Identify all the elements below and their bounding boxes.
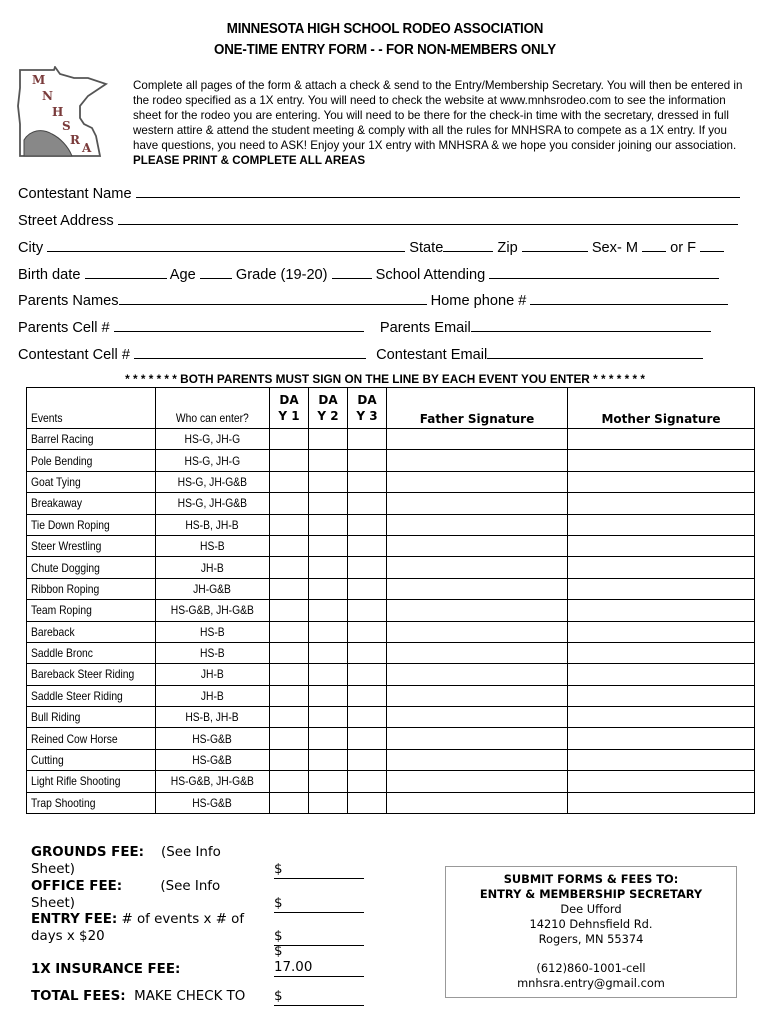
event-name: Team Roping	[31, 603, 92, 618]
event-name: Saddle Bronc	[31, 646, 93, 661]
mother-signature-cell[interactable]	[568, 600, 755, 621]
day2-cell[interactable]	[309, 471, 348, 492]
event-name: Trap Shooting	[31, 795, 96, 810]
day2-cell[interactable]	[309, 664, 348, 685]
who-can-enter-cell	[156, 600, 270, 621]
father-signature-cell[interactable]	[387, 792, 568, 813]
event-name: Bull Riding	[31, 710, 81, 725]
age-label: Age	[169, 267, 196, 283]
city-label: City	[18, 240, 44, 256]
event-name: Goat Tying	[31, 474, 81, 489]
day2-cell[interactable]	[309, 685, 348, 706]
day1-cell[interactable]	[270, 642, 309, 663]
event-name-cell	[27, 600, 156, 621]
event-name: Steer Wrestling	[31, 539, 102, 554]
eligibility: HS-B	[200, 646, 225, 661]
table-row	[27, 471, 755, 492]
day2-cell[interactable]	[309, 792, 348, 813]
father-signature-cell[interactable]	[387, 707, 568, 728]
parents-names-field[interactable]	[119, 290, 427, 305]
secretary-phone: (612)860-1001-cell	[536, 961, 646, 975]
event-name-cell	[27, 578, 156, 599]
school-label: School Attending	[375, 267, 486, 283]
day1-header: DA Y 1	[270, 388, 309, 429]
eligibility: HS-G, JH-G&B	[177, 474, 248, 489]
father-signature-cell[interactable]	[387, 535, 568, 556]
father-signature-header: Father Signature	[387, 388, 568, 429]
who-can-enter-cell	[156, 728, 270, 749]
day1-cell[interactable]	[270, 471, 309, 492]
event-name-cell	[27, 728, 156, 749]
contestant-cell-row	[18, 344, 703, 363]
eligibility: HS-G&B, JH-G&B	[170, 774, 255, 789]
mother-signature-cell[interactable]	[568, 578, 755, 599]
father-signature-cell[interactable]	[387, 664, 568, 685]
day3-cell[interactable]	[348, 642, 387, 663]
table-row	[27, 685, 755, 706]
zip-field[interactable]	[522, 237, 588, 252]
day1-cell[interactable]	[270, 749, 309, 770]
street-address-label: Street Address	[18, 213, 114, 229]
table-row	[27, 707, 755, 728]
day3-cell[interactable]	[348, 621, 387, 642]
day3-cell[interactable]	[348, 749, 387, 770]
city-field[interactable]	[47, 237, 405, 252]
event-name: Reined Cow Horse	[31, 731, 118, 746]
mother-signature-cell[interactable]	[568, 557, 755, 578]
event-name-cell	[27, 535, 156, 556]
father-signature-cell[interactable]	[387, 578, 568, 599]
mother-signature-header: Mother Signature	[568, 388, 755, 429]
day1-cell[interactable]	[270, 621, 309, 642]
table-row	[27, 664, 755, 685]
secretary-street: 14210 Dehnsfield Rd.	[529, 917, 653, 931]
who-can-enter-cell	[156, 771, 270, 792]
street-address-field[interactable]	[118, 210, 738, 225]
day3-cell[interactable]	[348, 450, 387, 471]
day1-cell[interactable]	[270, 557, 309, 578]
age-field[interactable]	[200, 264, 232, 279]
eligibility: JH-B	[201, 560, 224, 575]
parents-cell-field[interactable]	[114, 317, 364, 332]
who-can-enter-cell	[156, 535, 270, 556]
who-can-enter-cell	[156, 450, 270, 471]
eligibility: HS-B	[200, 539, 225, 554]
event-name: Bareback Steer Riding	[31, 667, 135, 682]
event-name-cell	[27, 792, 156, 813]
eligibility: HS-G&B	[192, 795, 233, 810]
day2-cell[interactable]	[309, 749, 348, 770]
parents-names-label: Parents Names	[18, 293, 119, 309]
mother-signature-cell[interactable]	[568, 621, 755, 642]
office-fee-label: OFFICE FEE: (See Info Sheet)	[31, 879, 221, 911]
father-signature-cell[interactable]	[387, 749, 568, 770]
entry-fee-field[interactable]: $	[274, 928, 364, 946]
mother-signature-cell[interactable]	[568, 642, 755, 663]
eligibility: HS-G&B, JH-G&B	[170, 603, 255, 618]
mother-signature-cell[interactable]	[568, 792, 755, 813]
secretary-name: Dee Ufford	[560, 902, 622, 916]
who-can-enter-cell	[156, 429, 270, 450]
day2-cell[interactable]	[309, 707, 348, 728]
mother-signature-cell[interactable]	[568, 429, 755, 450]
mother-signature-cell[interactable]	[568, 514, 755, 535]
eligibility: HS-G, JH-G&B	[177, 496, 248, 511]
mother-signature-cell[interactable]	[568, 771, 755, 792]
event-name-cell	[27, 771, 156, 792]
contestant-name-label: Contestant Name	[18, 186, 132, 202]
who-can-enter-cell	[156, 749, 270, 770]
svg-text:M: M	[32, 73, 46, 87]
eligibility: JH-B	[201, 667, 224, 682]
table-row	[27, 557, 755, 578]
table-header-row	[27, 388, 755, 429]
insurance-fee-label: 1X INSURANCE FEE:	[31, 962, 181, 977]
events-header: Events	[27, 388, 156, 429]
father-signature-cell[interactable]	[387, 450, 568, 471]
street-address-row	[18, 210, 738, 229]
school-field[interactable]	[489, 264, 719, 279]
eligibility: HS-B, JH-B	[185, 517, 240, 532]
event-name: Pole Bending	[31, 453, 93, 468]
day3-cell[interactable]	[348, 600, 387, 621]
parents-cell-label: Parents Cell #	[18, 320, 110, 336]
father-signature-cell[interactable]	[387, 771, 568, 792]
parents-email-label: Parents Email	[379, 320, 471, 336]
mother-signature-cell[interactable]	[568, 728, 755, 749]
table-row	[27, 728, 755, 749]
day1-cell[interactable]	[270, 535, 309, 556]
event-name-cell	[27, 514, 156, 535]
day2-cell[interactable]	[309, 621, 348, 642]
day2-cell[interactable]	[309, 578, 348, 599]
who-can-enter-cell	[156, 578, 270, 599]
event-name-cell	[27, 471, 156, 492]
day1-cell[interactable]	[270, 728, 309, 749]
event-name-cell	[27, 749, 156, 770]
who-can-enter-cell	[156, 685, 270, 706]
submit-address-box	[445, 866, 737, 998]
day1-cell[interactable]	[270, 664, 309, 685]
day3-header: DA Y 3	[348, 388, 387, 429]
who-can-enter-cell	[156, 792, 270, 813]
eligibility: HS-G&B	[192, 753, 233, 768]
event-name: Bareback	[31, 624, 75, 639]
who-can-enter-cell	[156, 621, 270, 642]
father-signature-cell[interactable]	[387, 514, 568, 535]
table-row	[27, 621, 755, 642]
grounds-fee-field[interactable]: $	[274, 861, 364, 879]
event-name: Ribbon Roping	[31, 581, 100, 596]
day3-cell[interactable]	[348, 514, 387, 535]
table-row	[27, 771, 755, 792]
day3-cell[interactable]	[348, 771, 387, 792]
sex-f-field[interactable]	[700, 237, 724, 252]
intro-emphasis: PLEASE PRINT & COMPLETE ALL AREAS	[133, 154, 366, 167]
eligibility: HS-G&B	[192, 731, 233, 746]
day1-cell[interactable]	[270, 493, 309, 514]
mother-signature-cell[interactable]	[568, 749, 755, 770]
who-can-enter-cell	[156, 664, 270, 685]
birth-row	[18, 264, 719, 283]
day3-cell[interactable]	[348, 578, 387, 599]
day2-cell[interactable]	[309, 771, 348, 792]
table-row	[27, 429, 755, 450]
state-label: State	[409, 240, 444, 256]
table-row	[27, 749, 755, 770]
who-header: Who can enter?	[156, 388, 270, 429]
grounds-fee-label: GROUNDS FEE: (See Info Sheet)	[31, 845, 221, 877]
father-signature-cell[interactable]	[387, 600, 568, 621]
sex-f-label: or F	[670, 240, 697, 256]
day1-cell[interactable]	[270, 450, 309, 471]
mother-signature-cell[interactable]	[568, 471, 755, 492]
father-signature-cell[interactable]	[387, 685, 568, 706]
eligibility: JH-B	[201, 688, 224, 703]
event-name: Chute Dogging	[31, 560, 100, 575]
zip-label: Zip	[497, 240, 518, 256]
eligibility: HS-G, JH-G	[184, 453, 241, 468]
who-can-enter-cell	[156, 471, 270, 492]
event-name-cell	[27, 621, 156, 642]
day1-cell[interactable]	[270, 429, 309, 450]
who-can-enter-cell	[156, 642, 270, 663]
mnhsra-logo	[14, 66, 116, 160]
table-row	[27, 642, 755, 663]
day2-cell[interactable]	[309, 493, 348, 514]
contestant-email-field[interactable]	[487, 344, 703, 359]
eligibility: HS-B	[200, 624, 225, 639]
father-signature-cell[interactable]	[387, 557, 568, 578]
day1-cell[interactable]	[270, 578, 309, 599]
who-can-enter-cell	[156, 493, 270, 514]
birth-date-field[interactable]	[85, 264, 167, 279]
parents-sign-banner: * * * * * * * BOTH PARENTS MUST SIGN ON THE LINE BY EACH EVENT YOU ENTER * * * * * * *	[125, 372, 645, 386]
day3-cell[interactable]	[348, 471, 387, 492]
sex-label: Sex- M	[591, 240, 639, 256]
father-signature-cell[interactable]	[387, 429, 568, 450]
grade-label: Grade (19-20)	[235, 267, 328, 283]
event-name-cell	[27, 707, 156, 728]
mother-signature-cell[interactable]	[568, 450, 755, 471]
father-signature-cell[interactable]	[387, 471, 568, 492]
svg-text:S: S	[62, 119, 71, 133]
table-row	[27, 493, 755, 514]
event-name-cell	[27, 557, 156, 578]
contestant-name-field[interactable]	[136, 183, 740, 198]
mother-signature-cell[interactable]	[568, 664, 755, 685]
svg-text:R: R	[70, 133, 80, 147]
day2-header: DA Y 2	[309, 388, 348, 429]
event-name: Breakaway	[31, 496, 83, 511]
table-row	[27, 535, 755, 556]
day2-cell[interactable]	[309, 600, 348, 621]
day3-cell[interactable]	[348, 664, 387, 685]
contestant-cell-field[interactable]	[134, 344, 366, 359]
day3-cell[interactable]	[348, 493, 387, 514]
day2-cell[interactable]	[309, 535, 348, 556]
eligibility: HS-G, JH-G	[184, 432, 241, 447]
day1-cell[interactable]	[270, 792, 309, 813]
submit-heading: SUBMIT FORMS & FEES TO:	[503, 872, 679, 886]
form-title: MINNESOTA HIGH SCHOOL RODEO ASSOCIATION	[226, 21, 544, 37]
city-row	[18, 237, 724, 256]
table-row	[27, 600, 755, 621]
event-name-cell	[27, 664, 156, 685]
day2-cell[interactable]	[309, 429, 348, 450]
father-signature-cell[interactable]	[387, 642, 568, 663]
mother-signature-cell[interactable]	[568, 493, 755, 514]
intro-paragraph	[133, 78, 748, 168]
day2-cell[interactable]	[309, 450, 348, 471]
grade-field[interactable]	[332, 264, 372, 279]
form-subtitle: ONE-TIME ENTRY FORM - - FOR NON-MEMBERS ONLY	[214, 42, 556, 58]
contestant-cell-label: Contestant Cell #	[18, 347, 130, 363]
eligibility: JH-G&B	[193, 581, 232, 596]
day2-cell[interactable]	[309, 642, 348, 663]
father-signature-cell[interactable]	[387, 493, 568, 514]
day3-cell[interactable]	[348, 707, 387, 728]
home-phone-label: Home phone #	[430, 293, 527, 309]
entry-fee-label: ENTRY FEE: # of events x # of days x $20	[31, 912, 245, 944]
father-signature-cell[interactable]	[387, 728, 568, 749]
contestant-email-label: Contestant Email	[376, 347, 488, 363]
secretary-email: mnhsra.entry@gmail.com	[517, 976, 665, 990]
event-name: Saddle Steer Riding	[31, 688, 123, 703]
svg-text:H: H	[52, 105, 64, 119]
parents-names-row	[18, 290, 728, 309]
insurance-amount: 17.00	[274, 960, 313, 975]
table-row	[27, 578, 755, 599]
event-name-cell	[27, 493, 156, 514]
day3-cell[interactable]	[348, 728, 387, 749]
sex-m-field[interactable]	[642, 237, 666, 252]
state-field[interactable]	[443, 237, 493, 252]
day3-cell[interactable]	[348, 685, 387, 706]
svg-text:A: A	[82, 141, 92, 155]
father-signature-cell[interactable]	[387, 621, 568, 642]
event-name-cell	[27, 685, 156, 706]
total-fees-field[interactable]: $	[274, 988, 364, 1006]
day1-cell[interactable]	[270, 707, 309, 728]
event-name-cell	[27, 642, 156, 663]
day1-cell[interactable]	[270, 514, 309, 535]
day3-cell[interactable]	[348, 429, 387, 450]
insurance-fee-field: $ 17.00	[274, 944, 364, 977]
event-name: Barrel Racing	[31, 432, 94, 447]
mother-signature-cell[interactable]	[568, 685, 755, 706]
table-row	[27, 450, 755, 471]
birth-date-label: Birth date	[18, 267, 81, 283]
day1-cell[interactable]	[270, 771, 309, 792]
day1-cell[interactable]	[270, 600, 309, 621]
secretary-city: Rogers, MN 55374	[538, 932, 644, 946]
day3-cell[interactable]	[348, 792, 387, 813]
events-table	[26, 387, 755, 814]
day2-cell[interactable]	[309, 557, 348, 578]
table-row	[27, 514, 755, 535]
day3-cell[interactable]	[348, 557, 387, 578]
who-can-enter-cell	[156, 707, 270, 728]
mother-signature-cell[interactable]	[568, 707, 755, 728]
event-name-cell	[27, 450, 156, 471]
svg-text:N: N	[42, 89, 53, 103]
mother-signature-cell[interactable]	[568, 535, 755, 556]
intro-text: Complete all pages of the form & attach a check & send to the Entry/Membership Secretary. You will then be entered in the rodeo specified as a 1X entry. You will need to check the website at www.mnhsrodeo.com to see the information sheet for the rodeo you are entering. You will need to be there for the check-in time with the secretary, dressed in full western attire & attend the student meeting & comply with all the rules for MNHSRA to compete as a 1X entry. If you have questions, you need to ASK! Enjoy your 1X entry with MNHSRA & we hope you consider joining our association.	[133, 79, 743, 152]
day3-cell[interactable]	[348, 535, 387, 556]
parents-email-field[interactable]	[471, 317, 711, 332]
event-name: Light Rifle Shooting	[31, 774, 121, 789]
who-can-enter-cell	[156, 557, 270, 578]
who-can-enter-cell	[156, 514, 270, 535]
home-phone-field[interactable]	[530, 290, 728, 305]
secretary-heading: ENTRY & MEMBERSHIP SECRETARY	[479, 887, 703, 901]
contestant-name-row	[18, 183, 740, 202]
event-name: Cutting	[31, 753, 64, 768]
eligibility: HS-B, JH-B	[185, 710, 240, 725]
event-name: Tie Down Roping	[31, 517, 110, 532]
day2-cell[interactable]	[309, 514, 348, 535]
day2-cell[interactable]	[309, 728, 348, 749]
parents-cell-row	[18, 317, 711, 336]
total-fees-label: TOTAL FEES: MAKE CHECK TO	[31, 989, 246, 1004]
office-fee-field[interactable]: $	[274, 895, 364, 913]
table-row	[27, 792, 755, 813]
event-name-cell	[27, 429, 156, 450]
day1-cell[interactable]	[270, 685, 309, 706]
